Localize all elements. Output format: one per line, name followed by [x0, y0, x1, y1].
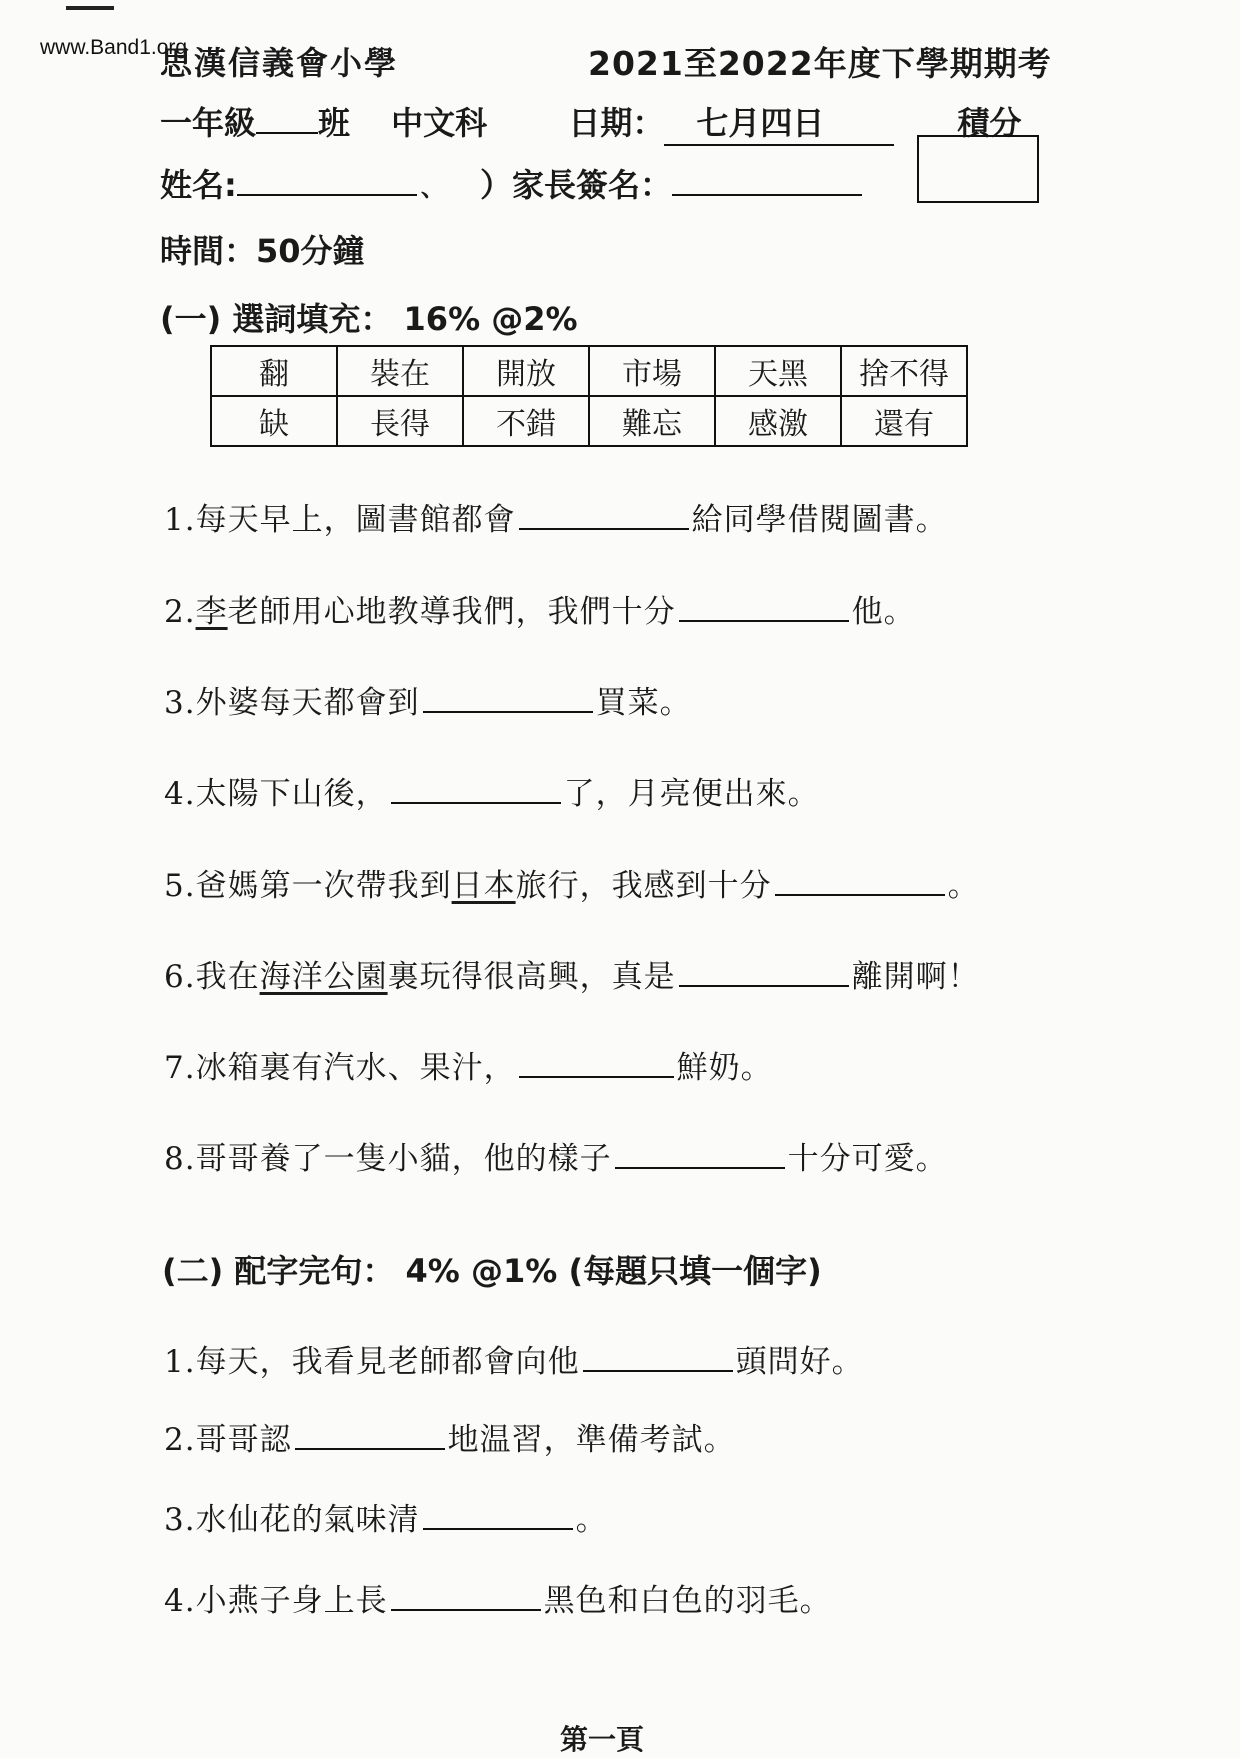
answer-blank[interactable]	[519, 520, 689, 530]
scan-mark	[66, 6, 114, 10]
parent-sign-label: 家長簽名：	[511, 166, 672, 204]
proper-noun: 李	[195, 594, 228, 630]
question-number: 5.	[164, 868, 196, 904]
word-cell: 缺	[211, 396, 337, 446]
question-text: 冰箱裏有汽水、果汁，	[195, 1050, 516, 1086]
exam-title: 2021至2022年度下學期期考	[588, 44, 1052, 83]
s1-question-3	[164, 677, 692, 722]
s1-question-1	[164, 494, 948, 539]
name-field[interactable]	[237, 194, 417, 196]
answer-blank[interactable]	[775, 886, 945, 896]
question-number: 2.	[164, 1422, 196, 1458]
question-text: 買菜。	[595, 685, 692, 721]
question-text: 我在	[195, 959, 260, 995]
question-text: 黑色和白色的羽毛。	[543, 1583, 832, 1619]
question-text: 頭問好。	[735, 1344, 864, 1380]
s2-question-1	[164, 1336, 864, 1381]
header-row-2	[160, 160, 862, 206]
question-text: 。	[575, 1502, 608, 1538]
word-cell: 長得	[337, 396, 463, 446]
word-cell: 市場	[589, 346, 715, 396]
name-label: 姓名:	[160, 166, 237, 204]
answer-blank[interactable]	[295, 1440, 445, 1450]
question-text: 老師用心地教導我們，我們十分	[227, 594, 676, 630]
question-number: 4.	[164, 1583, 196, 1619]
question-text: 鮮奶。	[676, 1050, 773, 1086]
question-text: 了，月亮便出來。	[563, 776, 820, 812]
word-cell: 還有	[841, 396, 967, 446]
name-separator: 、	[420, 174, 445, 202]
question-text: 太陽下山後，	[195, 776, 388, 812]
question-text: 小燕子身上長	[195, 1583, 388, 1619]
page-footer: 第一頁	[560, 1723, 645, 1756]
s1-question-6	[164, 951, 980, 996]
answer-blank[interactable]	[615, 1159, 785, 1169]
question-number: 7.	[164, 1050, 196, 1086]
s1-question-5	[164, 860, 980, 905]
class-blank[interactable]	[256, 132, 318, 134]
s2-question-2	[164, 1414, 736, 1459]
word-cell: 感激	[715, 396, 841, 446]
time-label: 時間：50分鐘	[160, 232, 365, 270]
school-name: 思漢信義會小學	[160, 44, 399, 82]
question-text: 哥哥養了一隻小貓，他的樣子	[195, 1141, 612, 1177]
parent-sign-field[interactable]	[672, 194, 862, 196]
question-number: 2.	[164, 594, 196, 630]
answer-blank[interactable]	[679, 977, 849, 987]
date-label: 日期：	[568, 104, 665, 142]
question-text: 每天，我看見老師都會向他	[195, 1344, 580, 1380]
subject-label: 中文科	[391, 104, 488, 142]
question-text: 裏玩得很高興，真是	[387, 959, 676, 995]
word-cell: 難忘	[589, 396, 715, 446]
question-number: 3.	[164, 1502, 196, 1538]
word-cell: 不錯	[463, 396, 589, 446]
answer-blank[interactable]	[391, 794, 561, 804]
s1-question-2	[164, 586, 916, 631]
answer-blank[interactable]	[423, 703, 593, 713]
watermark: www.Band1.org	[40, 36, 188, 59]
question-text: 他。	[851, 594, 916, 630]
section2-title: (二) 配字完句： 4% @1% (每題只填一個字)	[162, 1252, 822, 1290]
score-label: 積分	[957, 104, 1022, 142]
question-text: 離開啊！	[851, 959, 980, 995]
date-value: 七月四日	[664, 98, 894, 146]
word-bank-row	[211, 396, 967, 446]
word-bank-table	[210, 345, 968, 447]
question-text: 哥哥認	[195, 1422, 292, 1458]
question-text: 外婆每天都會到	[195, 685, 420, 721]
proper-noun: 日本	[451, 868, 516, 904]
s1-question-8	[164, 1133, 948, 1178]
proper-noun: 海洋公園	[259, 959, 388, 995]
question-text: 旅行，我感到十分	[515, 868, 772, 904]
score-box[interactable]	[917, 135, 1039, 203]
word-cell: 開放	[463, 346, 589, 396]
answer-blank[interactable]	[519, 1068, 674, 1078]
question-text: 地温習，準備考試。	[447, 1422, 736, 1458]
question-number: 1.	[164, 502, 196, 538]
grade-label: 一年級	[160, 104, 257, 142]
header-row-1	[160, 98, 1022, 146]
question-number: 8.	[164, 1141, 196, 1177]
s2-question-4	[164, 1575, 832, 1620]
question-number: 3.	[164, 685, 196, 721]
question-text: 爸媽第一次帶我到	[195, 868, 452, 904]
question-text: 。	[947, 868, 980, 904]
s2-question-3	[164, 1494, 608, 1539]
word-cell: 裝在	[337, 346, 463, 396]
s1-question-4	[164, 768, 820, 813]
word-cell: 天黑	[715, 346, 841, 396]
question-number: 4.	[164, 776, 196, 812]
answer-blank[interactable]	[391, 1601, 541, 1611]
question-text: 十分可愛。	[787, 1141, 948, 1177]
answer-blank[interactable]	[583, 1362, 733, 1372]
answer-blank[interactable]	[679, 612, 849, 622]
paren-close: ）	[479, 166, 512, 204]
question-text: 給同學借閱圖書。	[691, 502, 948, 538]
s1-question-7	[164, 1042, 773, 1087]
section1-title: (一) 選詞填充： 16% @2%	[160, 300, 578, 338]
answer-blank[interactable]	[423, 1520, 573, 1530]
question-number: 1.	[164, 1344, 196, 1380]
question-text: 每天早上，圖書館都會	[195, 502, 516, 538]
question-number: 6.	[164, 959, 196, 995]
word-bank-row	[211, 346, 967, 396]
class-suffix: 班	[318, 104, 351, 142]
word-cell: 捨不得	[841, 346, 967, 396]
word-cell: 翻	[211, 346, 337, 396]
question-text: 水仙花的氣味清	[195, 1502, 420, 1538]
